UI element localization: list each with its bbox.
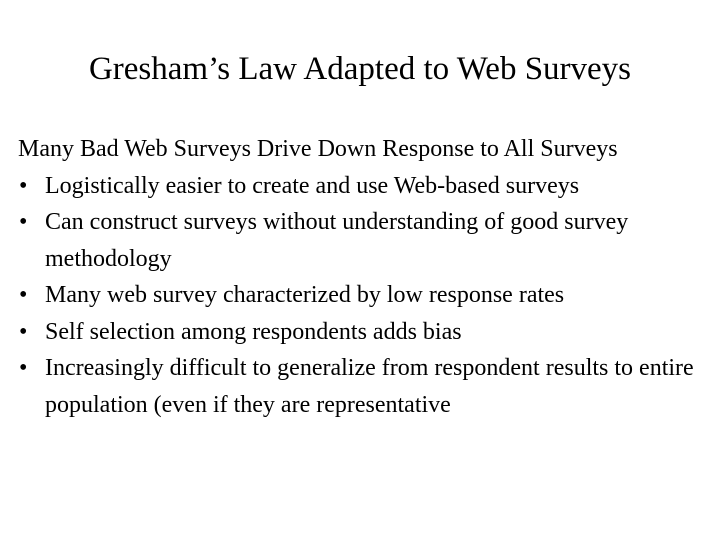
bullet-icon: • [19, 172, 28, 199]
bullet-icon: • [19, 355, 28, 381]
bullet-text: Can construct surveys without understanding of good survey methodology [45, 209, 629, 272]
bullet-item [18, 277, 718, 314]
bullet-icon: • [19, 282, 28, 308]
bullet-item [18, 314, 718, 351]
bullet-text: Logistically easier to create and use Web-based surveys [45, 172, 580, 199]
section-heading: Many Bad Web Surveys Drive Down Response to All Surveys [18, 136, 618, 162]
bullet-icon: • [19, 318, 28, 345]
bullet-item [18, 204, 718, 277]
bullet-icon: • [19, 209, 28, 235]
bullet-text: Increasingly difficult to generalize from respondent results to entire population (even if they are representative [45, 355, 694, 418]
bullet-item [18, 168, 718, 205]
bullet-text: Self selection among respondents adds bias [45, 318, 462, 345]
slide-body [18, 131, 718, 423]
bullet-item [18, 350, 718, 423]
slide-title: Gresham’s Law Adapted to Web Surveys [88, 51, 632, 87]
bullet-list [18, 168, 718, 424]
bullet-text: Many web survey characterized by low response rates [45, 282, 565, 308]
